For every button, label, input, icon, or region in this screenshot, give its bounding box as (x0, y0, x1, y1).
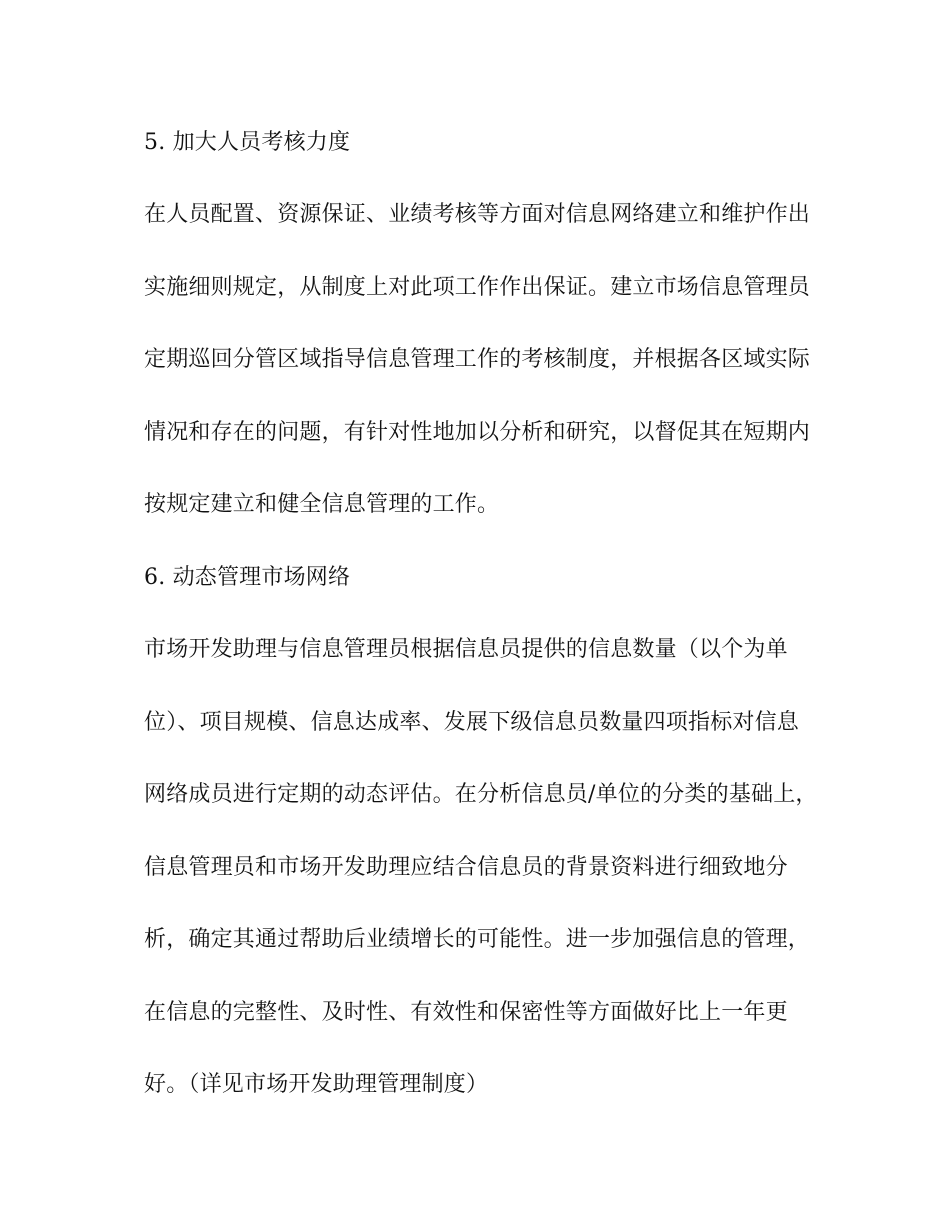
section-6-line-5: 析，确定其通过帮助后业绩增长的可能性。进一步加强信息的管理， (144, 927, 811, 952)
section-6-line-4: 信息管理员和市场开发助理应结合信息员的背景资料进行细致地分 (144, 855, 788, 880)
section-6-line-1: 市场开发助理与信息管理员根据信息员提供的信息数量（以个为单 (144, 637, 788, 662)
section-5-heading: 5. 加大人员考核力度 (144, 130, 351, 155)
section-5-line-3: 定期巡回分管区域指导信息管理工作的考核制度，并根据各区域实际 (144, 347, 811, 372)
section-6-line-7: 好。（详见市场开发助理管理制度） (144, 1072, 489, 1097)
section-6-line-6: 在信息的完整性、及时性、有效性和保密性等方面做好比上一年更 (144, 1000, 788, 1025)
section-5-line-1: 在人员配置、资源保证、业绩考核等方面对信息网络建立和维护作出 (144, 202, 811, 227)
section-5-line-5: 按规定建立和健全信息管理的工作。 (144, 492, 500, 517)
section-6-heading: 6. 动态管理市场网络 (144, 565, 351, 590)
section-5-line-2: 实施细则规定，从制度上对此项工作作出保证。建立市场信息管理员 (144, 275, 811, 300)
section-5-line-4: 情况和存在的问题，有针对性地加以分析和研究，以督促其在短期内 (144, 420, 811, 445)
section-6-line-3: 网络成员进行定期的动态评估。在分析信息员/单位的分类的基础上， (144, 782, 818, 807)
section-6-line-2: 位）、项目规模、信息达成率、发展下级信息员数量四项指标对信息 (144, 710, 800, 735)
